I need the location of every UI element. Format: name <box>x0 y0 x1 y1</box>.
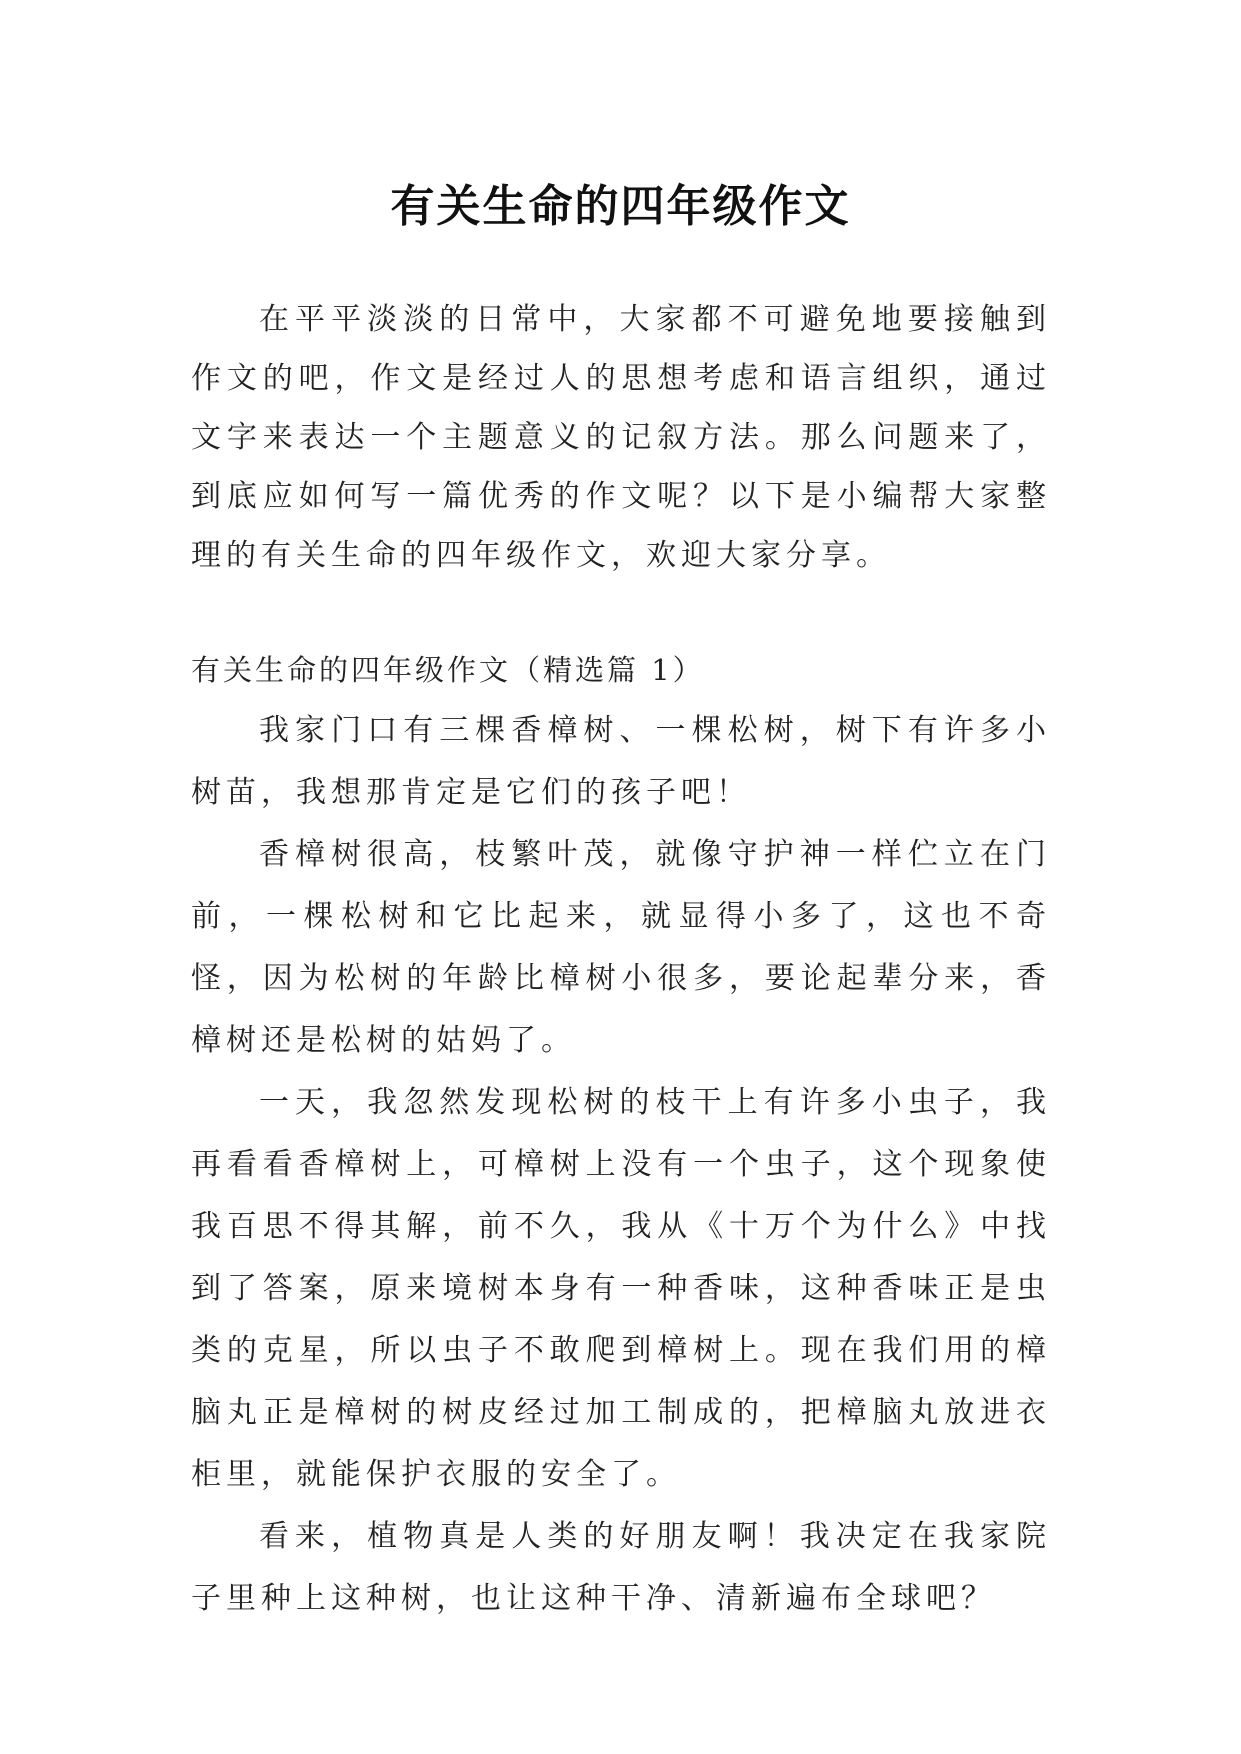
essay-paragraph-3: 一天，我忽然发现松树的枝干上有许多小虫子，我再看看香樟树上，可樟树上没有一个虫子，这个现象使我百思不得其解，前不久，我从《十万个为什么》中找到了答案，原来境树本身有一种香味，这种香味正是虫类的克星，所以虫子不敢爬到樟树上。现在我们用的樟脑丸正是樟树的树皮经过加工制成的，把樟脑丸放进衣柜里，就能保护衣服的安全了。 <box>191 1085 1051 1492</box>
intro-paragraph: 在平平淡淡的日常中，大家都不可避免地要接触到作文的吧，作文是经过人的思想考虑和语言组织，通过文字来表达一个主题意义的记叙方法。那么问题来了，到底应如何写一篇优秀的作文呢？以下是小编帮大家整理的有关生命的四年级作文，欢迎大家分享。 <box>191 302 1051 573</box>
essay-paragraph-2: 香樟树很高，枝繁叶茂，就像守护神一样伫立在门前，一棵松树和它比起来，就显得小多了，这也不奇怪，因为松树的年龄比樟树小很多，要论起辈分来，香樟树还是松树的姑妈了。 <box>191 837 1051 1058</box>
page-title: 有关生命的四年级作文 <box>390 181 851 233</box>
essay-paragraph-1: 我家门口有三棵香樟树、一棵松树，树下有许多小树苗，我想那肯定是它们的孩子吧！ <box>191 713 1051 810</box>
essay-content <box>191 700 1051 1630</box>
essay-paragraph-4: 看来，植物真是人类的好朋友啊！我决定在我家院子里种上这种树，也让这种干净、清新遍布全球吧？ <box>191 1519 1051 1616</box>
section-heading: 有关生命的四年级作文（精选篇 1） <box>191 653 705 687</box>
document-body <box>191 290 1051 1630</box>
